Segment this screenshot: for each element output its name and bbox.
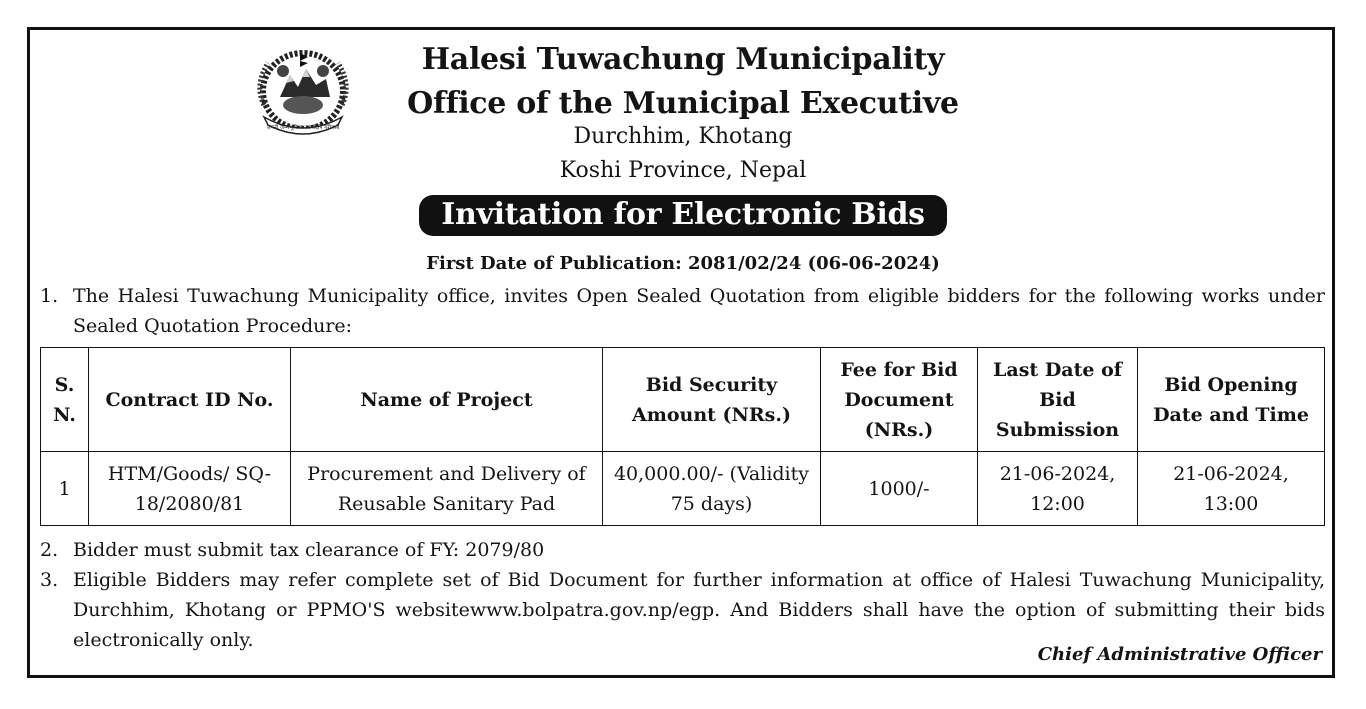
clause-number: 2. [40,539,59,561]
clause-1 [40,281,1325,341]
clause-text: The Halesi Tuwachung Municipality office, invites Open Sealed Quotation from eligible bidders for the following works under Sealed Quotation Procedure: [73,285,1325,337]
header-contract-id: Contract ID No. [89,348,291,452]
clause-3 [40,565,1325,655]
clause-2 [40,535,1325,565]
table-header-row [41,348,1325,452]
organization-name: Halesi Tuwachung Municipality [421,42,945,77]
publication-date: First Date of Publication: 2081/02/24 (06-06-2024) [426,253,940,274]
header-project-name: Name of Project [291,348,603,452]
bid-table [40,347,1325,526]
header-opening-date: Bid Opening Date and Time [1138,348,1325,452]
office-name: Office of the Municipal Executive [407,86,959,121]
cell-opening-date: 21-06-2024, 13:00 [1138,452,1325,526]
header-last-date: Last Date of Bid Submission [978,348,1138,452]
signature: Chief Administrative Officer [1037,644,1322,665]
address-line-2: Koshi Province, Nepal [559,158,807,183]
clause-number: 1. [40,285,59,307]
cell-document-fee: 1000/- [821,452,978,526]
address-line-1: Durchhim, Khotang [573,124,793,149]
clause-text: Eligible Bidders may refer complete set of Bid Document for further information at office of Halesi Tuwachung Municipality, Durchhim, Khotang or PPMO'S websitewww.bolpatra.gov.np/egp. And Bidders shall have the option of submitting their bids electronically only. [73,569,1325,651]
emblem-motto: जननी जन्मभूमिश्च स्वर्गादपि गरीयसी [266,125,340,131]
header-sn: S. N. [41,348,89,452]
cell-bid-security: 40,000.00/- (Validity 75 days) [603,452,821,526]
cell-contract-id: HTM/Goods/ SQ-18/2080/81 [89,452,291,526]
cell-project-name: Procurement and Delivery of Reusable Sanitary Pad [291,452,603,526]
notice-title: Invitation for Electronic Bids [419,195,946,236]
clause-number: 3. [40,569,59,591]
cell-last-date: 21-06-2024, 12:00 [978,452,1138,526]
cell-sn: 1 [41,452,89,526]
table-row [41,452,1325,526]
title-banner [0,195,1366,236]
clause-text: Bidder must submit tax clearance of FY: 2079/80 [73,539,545,561]
header-document-fee: Fee for Bid Document (NRs.) [821,348,978,452]
header-bid-security: Bid Security Amount (NRs.) [603,348,821,452]
